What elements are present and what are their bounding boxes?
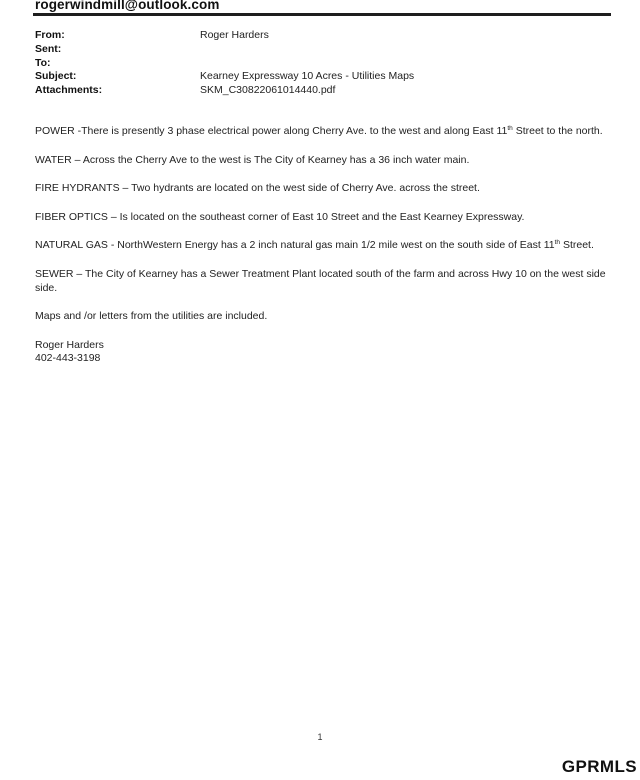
- sent-label: Sent:: [35, 42, 62, 55]
- header-row-attachments: [35, 84, 595, 98]
- to-label: To:: [35, 56, 51, 69]
- natural-gas-text-start: NATURAL GAS - NorthWestern Energy has a 2 inch natural gas main 1/2 mile west on the south side of East 11: [35, 239, 555, 252]
- sender-account: rogerwindmill@outlook.com: [35, 0, 220, 12]
- attachments-label: Attachments:: [35, 84, 103, 97]
- natural-gas-paragraph: [35, 239, 610, 253]
- signature-phone: 402-443-3198: [35, 352, 101, 365]
- fiber-optics-paragraph: FIBER OPTICS – Is located on the southeast corner of East 10 Street and the East Kearney Expressway.: [35, 210, 525, 223]
- header-divider: [33, 13, 611, 16]
- from-label: From:: [35, 29, 65, 41]
- header-row-sent: [35, 43, 595, 57]
- water-paragraph: WATER – Across the Cherry Ave to the west is The City of Kearney has a 36 inch water main.: [35, 153, 470, 166]
- header-row-to: [35, 57, 595, 71]
- header-row-from: [35, 29, 595, 43]
- gprmls-watermark: GPRMLS: [561, 757, 637, 776]
- power-paragraph: [35, 125, 610, 139]
- subject-label: Subject:: [35, 70, 77, 83]
- signature-name: Roger Harders: [35, 338, 104, 351]
- from-value: Roger Harders: [200, 29, 269, 41]
- subject-value: Kearney Expressway 10 Acres - Utilities Maps: [200, 70, 415, 83]
- natural-gas-text-end: Street.: [560, 239, 594, 252]
- power-superscript: th: [507, 125, 513, 132]
- email-body: [35, 125, 610, 366]
- natural-gas-superscript: th: [554, 239, 561, 247]
- fire-hydrants-paragraph: FIRE HYDRANTS – Two hydrants are located on the west side of Cherry Ave. across the street.: [35, 182, 480, 195]
- email-headers: [35, 29, 595, 98]
- power-text-start: POWER -There is presently 3 phase electrical power along Cherry Ave. to the west and along East 11: [35, 125, 508, 137]
- maps-paragraph: Maps and /or letters from the utilities are included.: [35, 310, 268, 323]
- page-number: 1: [317, 732, 323, 742]
- sewer-paragraph: SEWER – The City of Kearney has a Sewer Treatment Plant located south of the farm and across Hwy 10 on the west side side.: [35, 267, 606, 294]
- header-row-subject: [35, 70, 595, 84]
- power-text-end: Street to the north.: [512, 125, 603, 137]
- attachment-filename: SKM_C30822061014440.pdf: [200, 84, 336, 97]
